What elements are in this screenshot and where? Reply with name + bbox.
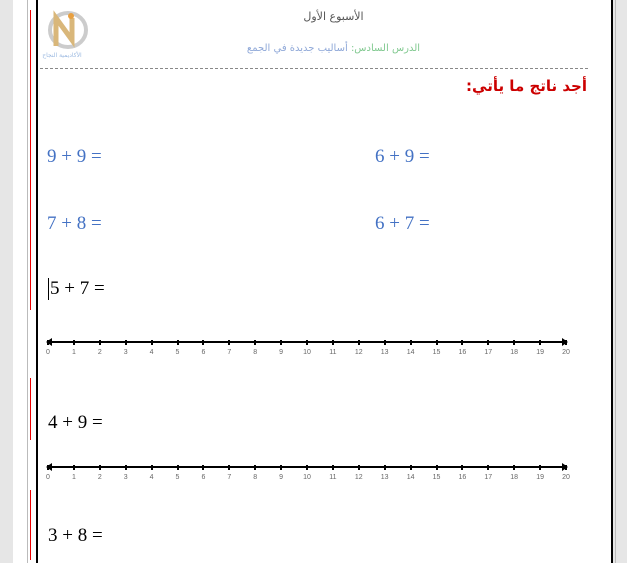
number-line-tick bbox=[306, 340, 308, 345]
number-line-label: 14 bbox=[406, 474, 415, 481]
number-line-label: 18 bbox=[510, 349, 519, 356]
number-line-label: 20 bbox=[562, 474, 570, 481]
lesson-title: أساليب جديدة في الجمع bbox=[246, 43, 348, 54]
number-line-tick bbox=[125, 340, 127, 345]
number-line-label: 6 bbox=[201, 349, 206, 356]
problem: 3 + 8 = bbox=[48, 525, 103, 546]
number-line-tick bbox=[461, 340, 463, 345]
page-border-left bbox=[36, 0, 38, 563]
number-line-label: 9 bbox=[279, 474, 284, 481]
number-line-label: 2 bbox=[97, 349, 102, 356]
number-line-label: 11 bbox=[329, 474, 337, 481]
number-line-tick bbox=[410, 340, 412, 345]
number-line-label: 1 bbox=[71, 349, 76, 356]
number-line-label: 15 bbox=[432, 474, 441, 481]
number-line-label: 14 bbox=[406, 349, 415, 356]
number-line-tick bbox=[332, 340, 334, 345]
number-line-label: 17 bbox=[484, 474, 493, 481]
problem[interactable]: 5 + 7 = bbox=[50, 278, 105, 299]
number-line-label: 1 bbox=[71, 474, 76, 481]
problem: 6 + 7 = bbox=[375, 213, 430, 234]
number-line-tick bbox=[99, 340, 101, 345]
number-line-label: 12 bbox=[354, 474, 363, 481]
number-line-tick bbox=[254, 340, 256, 345]
number-line-tick bbox=[332, 465, 334, 470]
number-line-tick bbox=[565, 465, 567, 470]
number-line-label: 18 bbox=[510, 474, 519, 481]
number-line-tick bbox=[565, 340, 567, 345]
number-line-tick bbox=[99, 465, 101, 470]
number-line-label: 4 bbox=[149, 349, 154, 356]
change-bar bbox=[30, 378, 31, 440]
change-bar bbox=[30, 490, 31, 560]
number-line-tick bbox=[228, 465, 230, 470]
number-line-tick bbox=[513, 465, 515, 470]
number-line-tick bbox=[202, 340, 204, 345]
problem: 9 + 9 = bbox=[47, 146, 102, 167]
number-line-tick bbox=[280, 465, 282, 470]
number-line-tick bbox=[280, 340, 282, 345]
number-line-tick bbox=[177, 465, 179, 470]
number-line-label: 0 bbox=[46, 474, 50, 481]
number-line-tick bbox=[151, 340, 153, 345]
margin-guide bbox=[615, 0, 616, 563]
number-line-label: 10 bbox=[303, 474, 311, 481]
number-line-label: 7 bbox=[227, 474, 232, 481]
divider bbox=[40, 68, 588, 69]
number-line-tick bbox=[228, 340, 230, 345]
number-line-label: 15 bbox=[432, 349, 441, 356]
number-line-label: 16 bbox=[458, 474, 467, 481]
number-line-tick bbox=[47, 340, 49, 345]
number-line-tick bbox=[73, 340, 75, 345]
number-line-tick bbox=[436, 465, 438, 470]
number-line-label: 19 bbox=[536, 349, 544, 356]
number-line-label: 6 bbox=[201, 474, 206, 481]
number-line-label: 17 bbox=[484, 349, 493, 356]
number-line-tick bbox=[125, 465, 127, 470]
lesson-label: الدرس السادس: bbox=[350, 43, 421, 54]
week-heading: الأسبوع الأول bbox=[303, 10, 364, 23]
number-line-tick bbox=[539, 465, 541, 470]
change-bar bbox=[30, 10, 31, 310]
svg-text:الأكاديمية النجاح: الأكاديمية النجاح bbox=[42, 52, 82, 59]
number-line bbox=[46, 337, 568, 357]
lesson-heading bbox=[0, 43, 627, 54]
number-line-label: 10 bbox=[303, 349, 311, 356]
number-line-label: 19 bbox=[536, 474, 544, 481]
number-line-tick bbox=[436, 340, 438, 345]
number-line-tick bbox=[202, 465, 204, 470]
number-line-tick bbox=[73, 465, 75, 470]
number-line-tick bbox=[358, 465, 360, 470]
problem: 7 + 8 = bbox=[47, 213, 102, 234]
number-line-tick bbox=[47, 465, 49, 470]
number-line-tick bbox=[151, 465, 153, 470]
number-line-label: 13 bbox=[380, 349, 389, 356]
number-line-label: 12 bbox=[354, 349, 363, 356]
number-line-tick bbox=[461, 465, 463, 470]
number-line-label: 5 bbox=[175, 474, 180, 481]
number-line-label: 8 bbox=[253, 349, 258, 356]
problem: 4 + 9 = bbox=[48, 412, 103, 433]
number-line-tick bbox=[487, 465, 489, 470]
number-line-tick bbox=[513, 340, 515, 345]
instruction: أجد ناتج ما يأتي: bbox=[466, 77, 587, 95]
number-line-label: 4 bbox=[149, 474, 154, 481]
number-line-label: 9 bbox=[279, 349, 284, 356]
page-border-right bbox=[611, 0, 613, 563]
number-line bbox=[46, 462, 568, 482]
number-line-tick bbox=[384, 465, 386, 470]
number-line-label: 5 bbox=[175, 349, 180, 356]
number-line-tick bbox=[384, 340, 386, 345]
number-line-label: 13 bbox=[380, 474, 389, 481]
number-line-label: 20 bbox=[562, 349, 570, 356]
number-line-tick bbox=[177, 340, 179, 345]
number-line-label: 0 bbox=[46, 349, 50, 356]
problem: 6 + 9 = bbox=[375, 146, 430, 167]
number-line-label: 2 bbox=[97, 474, 102, 481]
margin-guide bbox=[27, 0, 28, 563]
number-line-tick bbox=[410, 465, 412, 470]
number-line-label: 8 bbox=[253, 474, 258, 481]
number-line-label: 11 bbox=[329, 349, 337, 356]
number-line-tick bbox=[539, 340, 541, 345]
number-line-tick bbox=[358, 340, 360, 345]
number-line-label: 7 bbox=[227, 349, 232, 356]
number-line-tick bbox=[306, 465, 308, 470]
number-line-tick bbox=[487, 340, 489, 345]
number-line-tick bbox=[254, 465, 256, 470]
number-line-label: 16 bbox=[458, 349, 467, 356]
number-line-label: 3 bbox=[123, 474, 128, 481]
number-line-label: 3 bbox=[123, 349, 128, 356]
